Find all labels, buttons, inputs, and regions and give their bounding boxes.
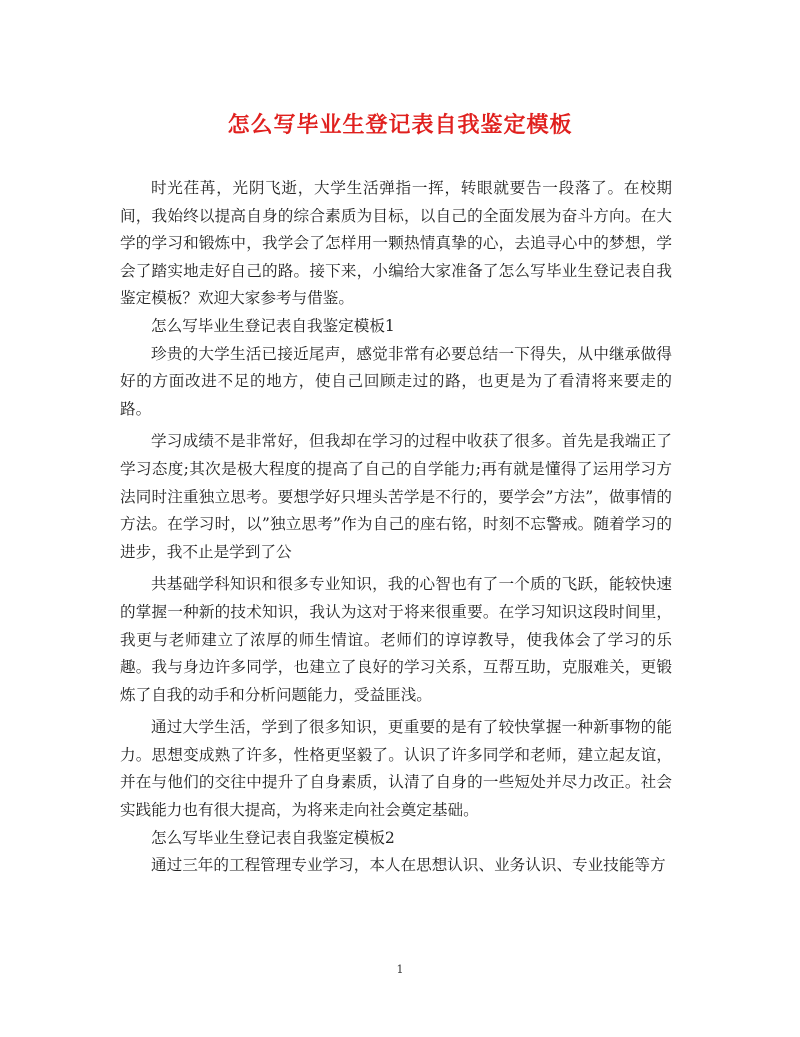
body-paragraph: 珍贵的大学生活已接近尾声，感觉非常有必要总结一下得失，从中继承做得好的方面改进不足的地方，使自己回顾走过的路，也更是为了看清将来要走的路。 <box>120 344 672 418</box>
section-heading-template-2: 怎么写毕业生登记表自我鉴定模板2 <box>151 828 395 847</box>
body-paragraph: 通过大学生活，学到了很多知识，更重要的是有了较快掌握一种新事物的能力。思想变成熟了许多，性格更坚毅了。认识了许多同学和老师，建立起友谊，并在与他们的交往中提升了自身素质，认清了自身的一些短处并尽力改正。社会实践能力也有很大提高，为将来走向社会奠定基础。 <box>120 718 672 820</box>
page-number: 1 <box>396 963 404 976</box>
body-paragraph: 通过三年的工程管理专业学习，本人在思想认识、业务认识、专业技能等方 <box>151 856 666 875</box>
intro-paragraph: 时光荏苒，光阴飞逝，大学生活弹指一挥，转眼就要告一段落了。在校期间，我始终以提高自身的综合素质为目标，以自己的全面发展为奋斗方向。在大学的学习和锻炼中，我学会了怎样用一颗热情真挚的心，去追寻心中的梦想，学会了踏实地走好自己的路。接下来，小编给大家准备了怎么写毕业生登记表自我鉴定模板？欢迎大家参考与借鉴。 <box>120 179 672 308</box>
document-title: 怎么写毕业生登记表自我鉴定模板 <box>227 112 573 138</box>
section-heading-template-1: 怎么写毕业生登记表自我鉴定模板1 <box>151 316 395 335</box>
body-paragraph: 共基础学科知识和很多专业知识，我的心智也有了一个质的飞跃，能较快速的掌握一种新的技术知识，我认为这对于将来很重要。在学习知识这段时间里，我更与老师建立了浓厚的师生情谊。老师们的谆谆教导，使我体会了学习的乐趣。我与身边许多同学，也建立了良好的学习关系，互帮互助，克服难关，更锻炼了自我的动手和分析问题能力，受益匪浅。 <box>120 575 672 704</box>
document-body <box>120 175 672 880</box>
body-paragraph: 学习成绩不是非常好，但我却在学习的过程中收获了很多。首先是我端正了学习态度;其次是极大程度的提高了自己的自学能力;再有就是懂得了运用学习方法同时注重独立思考。要想学好只埋头苦学是不行的，要学会”方法”，做事情的方法。在学习时，以”独立思考”作为自己的座右铭，时刻不忘警戒。随着学习的进步，我不止是学到了公 <box>120 432 672 561</box>
